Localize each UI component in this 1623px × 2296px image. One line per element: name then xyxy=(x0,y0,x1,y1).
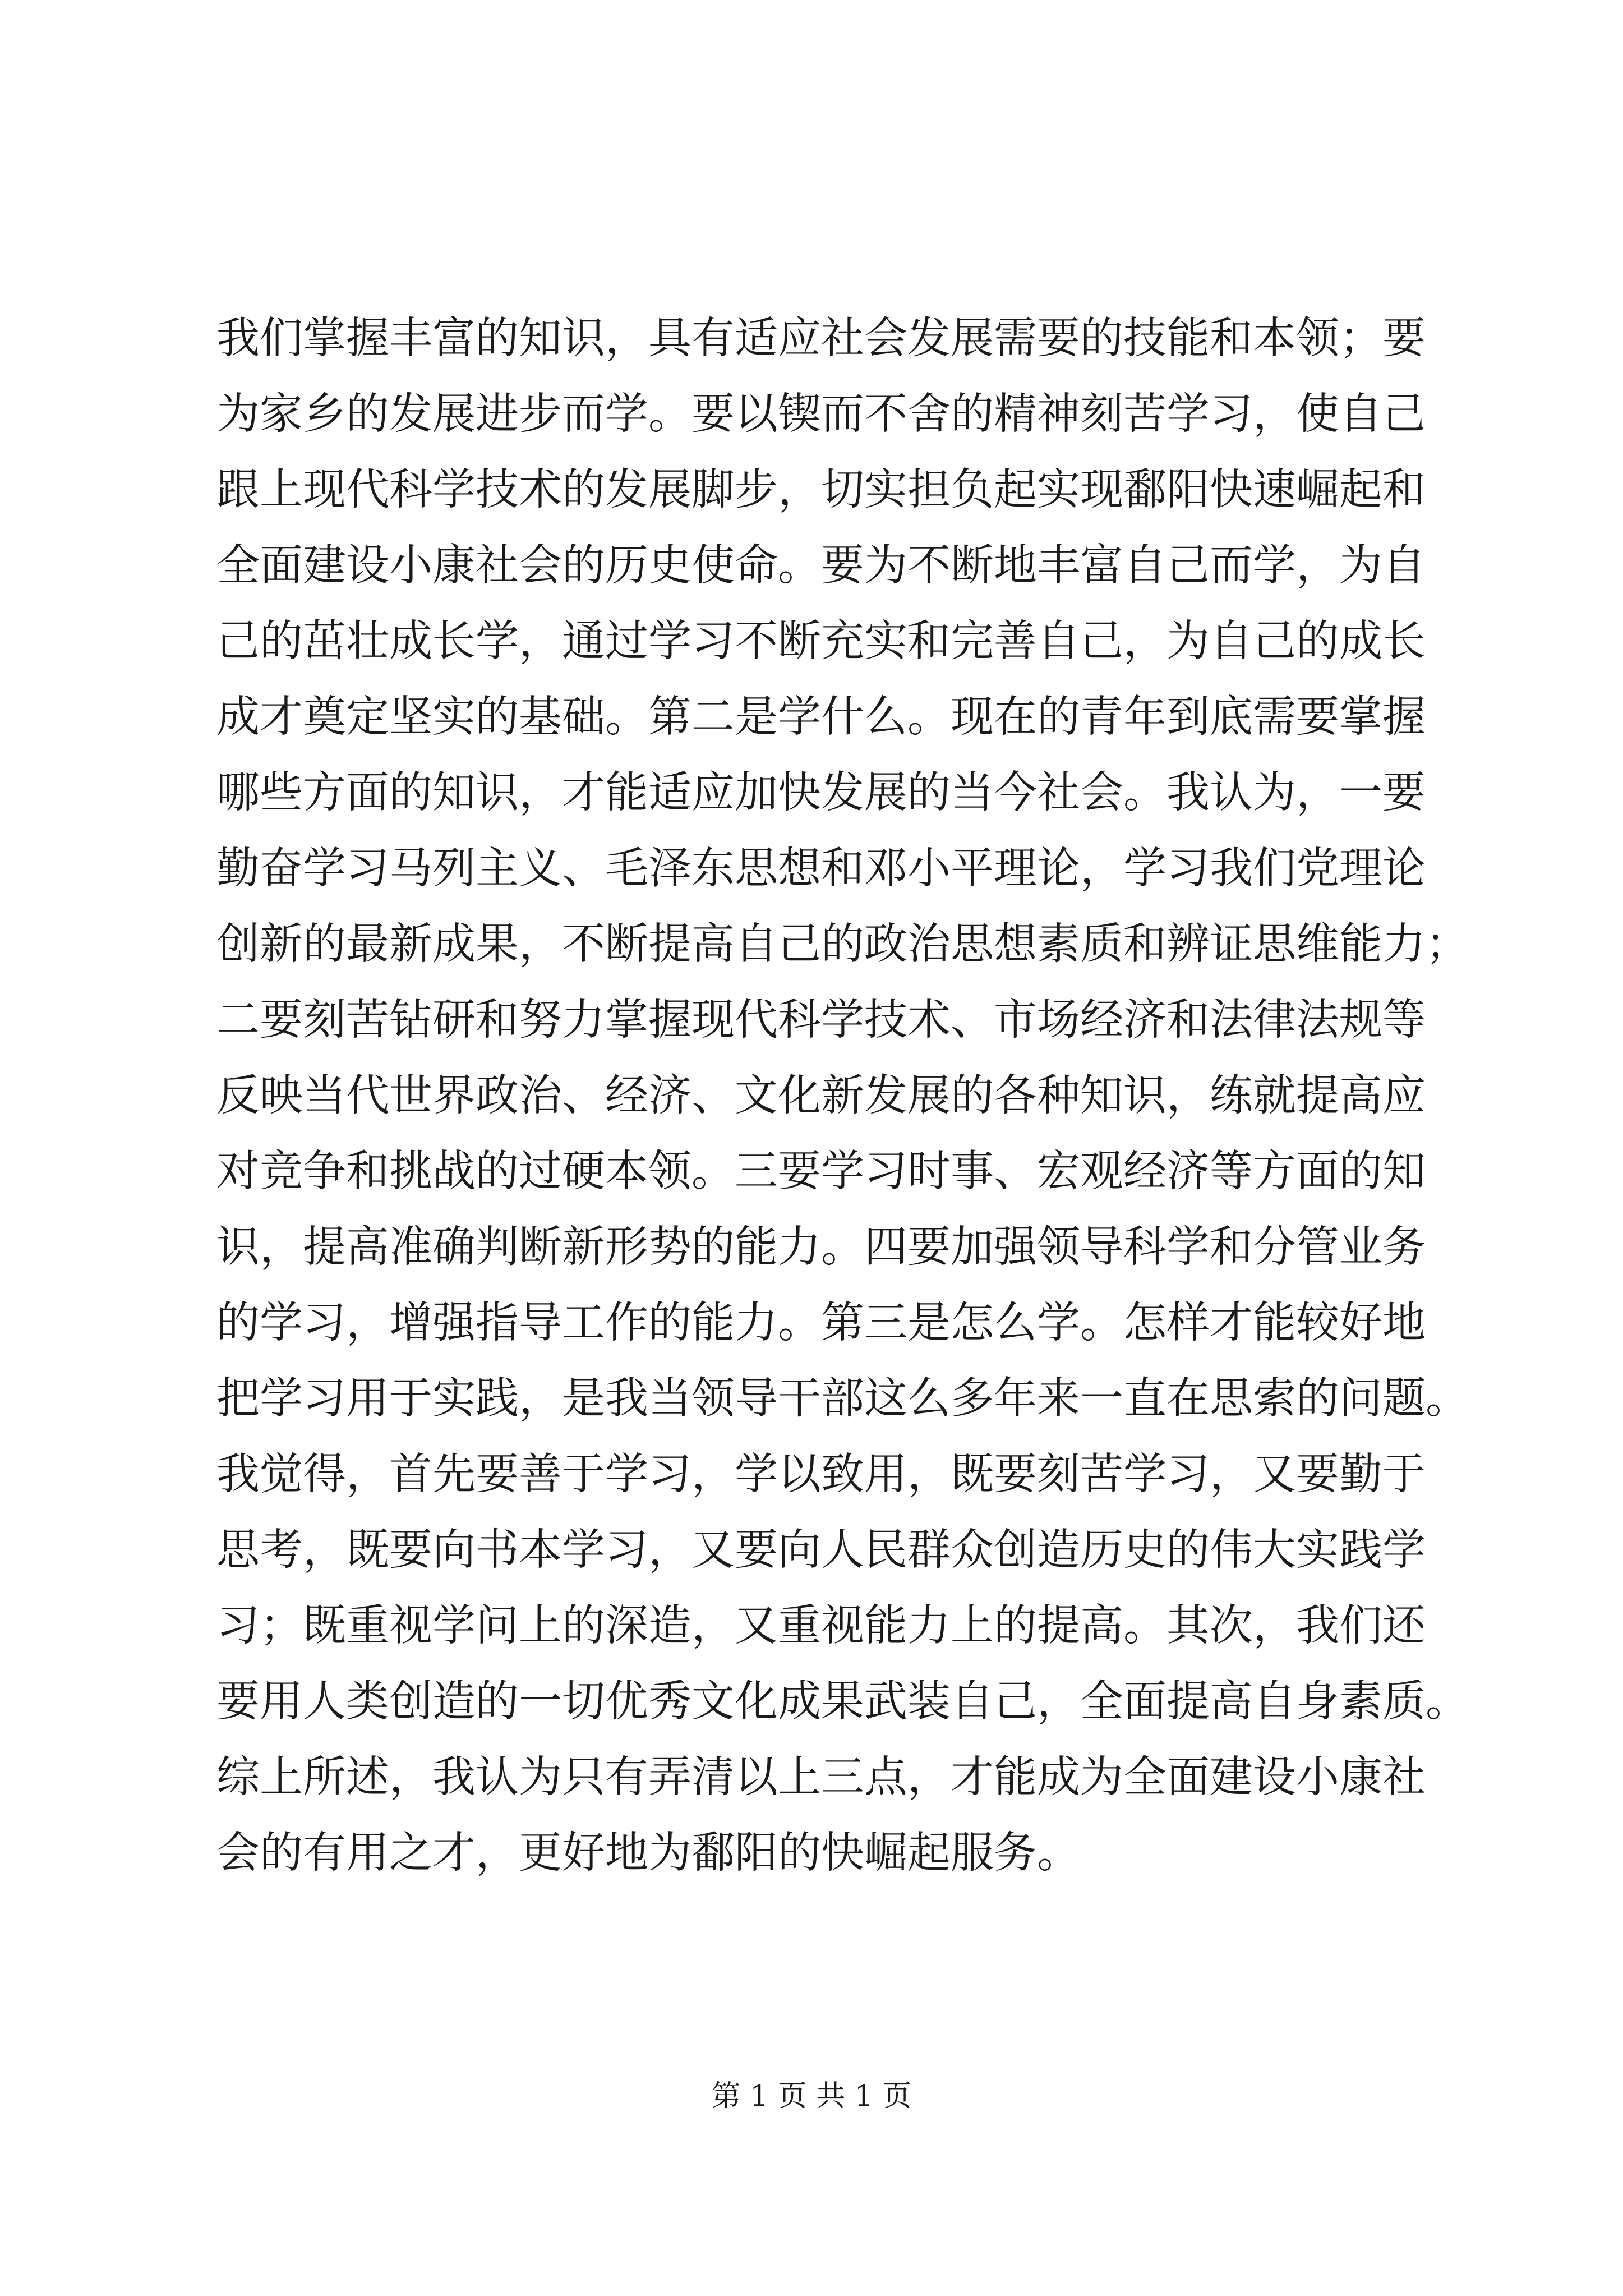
text-line: 我觉得，首先要善于学习，学以致用，既要刻苦学习，又要勤于 xyxy=(216,1450,1426,1499)
text-line: 勤奋学习马列主义、毛泽东思想和邓小平理论，学习我们党理论 xyxy=(216,844,1426,894)
text-line: 己的茁壮成长学，通过学习不断充实和完善自己，为自己的成长 xyxy=(216,616,1426,666)
text-line: 会的有用之才，更好地为鄱阳的快崛起服务。 xyxy=(216,1828,1080,1878)
text-line: 跟上现代科学技术的发展脚步，切实担负起实现鄱阳快速崛起和 xyxy=(216,465,1426,515)
page-number-footer: 第 1 页 共 1 页 xyxy=(711,2079,912,2113)
text-line: 成才奠定坚实的基础。第二是学什么。现在的青年到底需要掌握 xyxy=(216,692,1426,742)
text-line: 识，提高准确判断新形势的能力。四要加强领导科学和分管业务 xyxy=(216,1222,1426,1272)
text-line: 创新的最新成果，不断提高自己的政治思想素质和辨证思维能力； xyxy=(216,919,1469,969)
text-line: 为家乡的发展进步而学。要以锲而不舍的精神刻苦学习，使自己 xyxy=(216,389,1426,439)
text-line: 把学习用于实践，是我当领导干部这么多年来一直在思索的问题。 xyxy=(216,1374,1469,1424)
text-line: 的学习，增强指导工作的能力。第三是怎么学。怎样才能较好地 xyxy=(216,1298,1426,1348)
text-line: 哪些方面的知识，才能适应加快发展的当今社会。我认为，一要 xyxy=(216,768,1426,818)
text-line: 要用人类创造的一切优秀文化成果武装自己，全面提高自身素质。 xyxy=(216,1677,1469,1727)
text-line: 全面建设小康社会的历史使命。要为不断地丰富自己而学，为自 xyxy=(216,541,1426,591)
text-line: 我们掌握丰富的知识，具有适应社会发展需要的技能和本领；要 xyxy=(216,314,1426,364)
text-line: 对竞争和挑战的过硬本领。三要学习时事、宏观经济等方面的知 xyxy=(216,1147,1426,1197)
text-line: 二要刻苦钻研和努力掌握现代科学技术、市场经济和法律法规等 xyxy=(216,995,1426,1045)
text-line: 反映当代世界政治、经济、文化新发展的各种知识，练就提高应 xyxy=(216,1071,1426,1121)
text-line: 习；既重视学问上的深造，又重视能力上的提高。其次，我们还 xyxy=(216,1601,1426,1651)
text-line: 综上所述，我认为只有弄清以上三点，才能成为全面建设小康社 xyxy=(216,1752,1426,1802)
text-line: 思考，既要向书本学习，又要向人民群众创造历史的伟大实践学 xyxy=(216,1525,1426,1575)
body-text xyxy=(216,301,1469,1891)
